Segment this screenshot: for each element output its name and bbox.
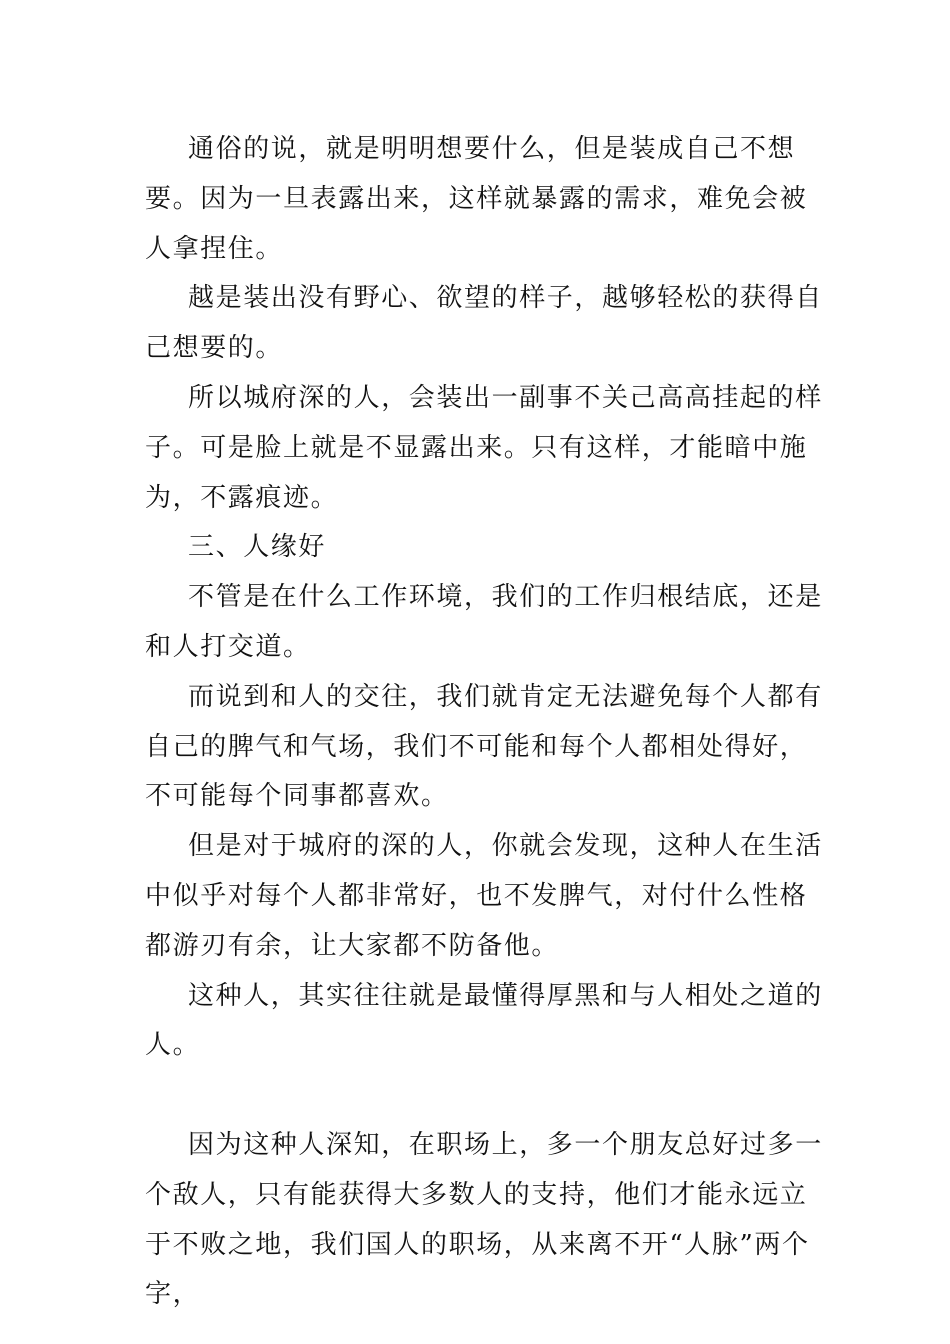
paragraph: 所以城府深的人，会装出一副事不关己高高挂起的样子。可是脸上就是不显露出来。只有这样，才能暗中施为，不露痕迹。: [145, 382, 823, 513]
paragraph: 越是装出没有野心、欲望的样子，越够轻松的获得自己想要的。: [145, 283, 823, 364]
body-text: [145, 125, 825, 1320]
paragraph: 不管是在什么工作环境，我们的工作归根结底，还是和人打交道。: [145, 582, 823, 662]
paragraph: 因为这种人深知，在职场上，多一个朋友总好过多一个敌人，只有能获得大多数人的支持，他们才能永远立于不败之地，我们国人的职场，从来离不开“人脉”两个字，: [145, 1129, 823, 1310]
paragraph: 通俗的说，就是明明想要什么，但是装成自己不想要。因为一旦表露出来，这样就暴露的需求，难免会被人拿捏住。: [145, 134, 808, 264]
section-heading: 三、人缘好: [188, 532, 327, 563]
paragraph: 这种人，其实往往就是最懂得厚黑和与人相处之道的人。: [145, 980, 823, 1061]
paragraph: 但是对于城府的深的人，你就会发现，这种人在生活中似乎对每个人都非常好，也不发脾气，对付什么性格都游刃有余，让大家都不防备他。: [145, 831, 823, 961]
paragraph: 而说到和人的交往，我们就肯定无法避免每个人都有自己的脾气和气场，我们不可能和每个人都相处得好，不可能每个同事都喜欢。: [145, 681, 823, 812]
